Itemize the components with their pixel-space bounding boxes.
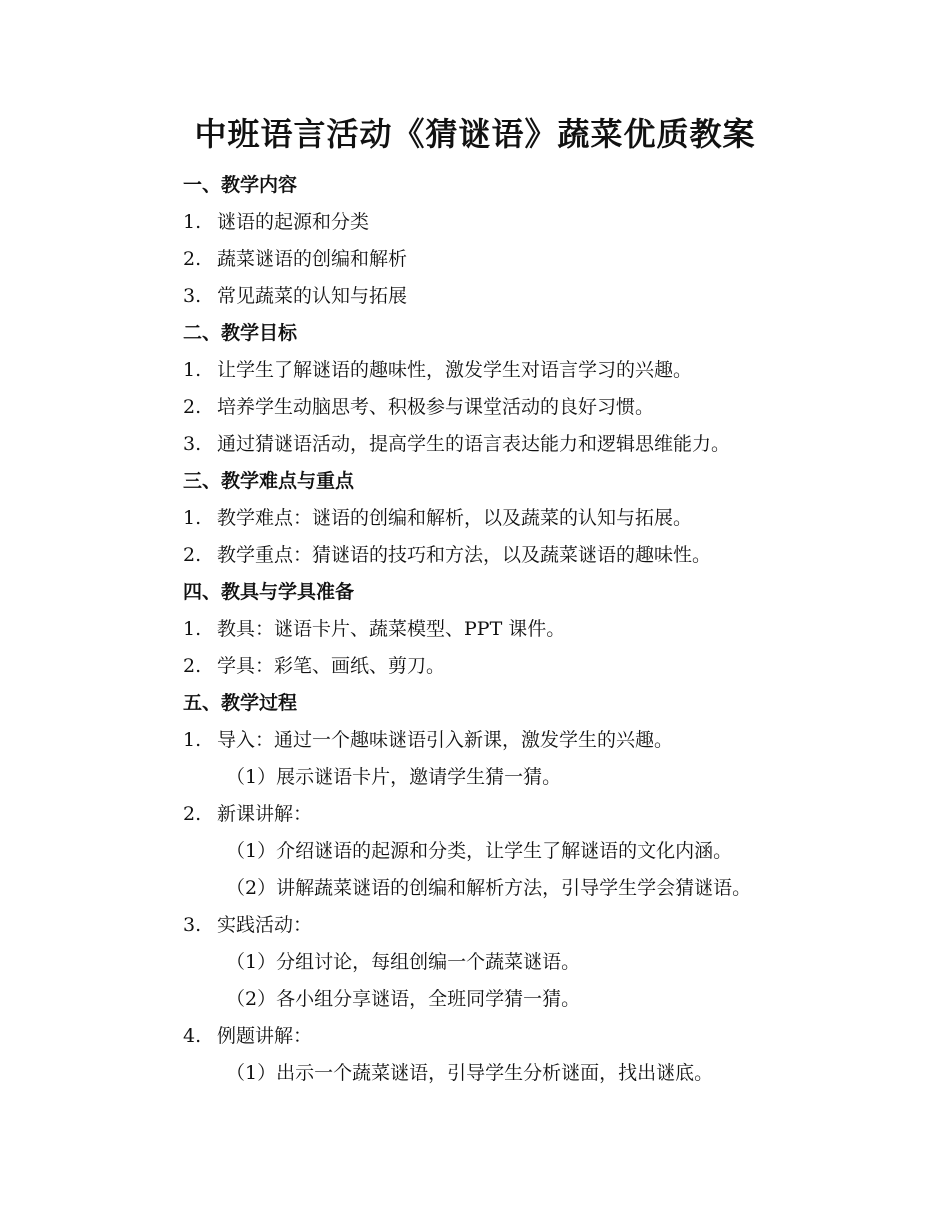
- item-text: 教具：谜语卡片、蔬菜模型、PPT 课件。: [217, 618, 566, 640]
- list-item: [183, 426, 730, 463]
- list-item: [183, 204, 369, 241]
- list-item: [183, 500, 692, 537]
- item-number: 2.: [183, 248, 202, 270]
- item-text: 学具：彩笔、画纸、剪刀。: [217, 655, 446, 677]
- item-text: 新课讲解：: [217, 803, 313, 825]
- item-text: 培养学生动脑思考、积极参与课堂活动的良好习惯。: [217, 396, 655, 418]
- list-item: [183, 611, 565, 648]
- item-number: 2.: [183, 544, 202, 566]
- list-item: [183, 648, 445, 685]
- section-heading: 一、教学内容: [183, 174, 298, 196]
- item-text: 教学重点：猜谜语的技巧和方法，以及蔬菜谜语的趣味性。: [217, 544, 712, 566]
- sub-item: （2）讲解蔬菜谜语的创编和解析方法，引导学生学会猜谜语。: [226, 877, 752, 899]
- section-heading: 五、教学过程: [183, 692, 298, 714]
- sub-item: （1）出示一个蔬菜谜语，引导学生分析谜面，找出谜底。: [226, 1062, 714, 1084]
- item-number: 1.: [183, 618, 202, 640]
- list-item: [183, 537, 711, 574]
- list-item: [183, 278, 407, 315]
- item-text: 蔬菜谜语的创编和解析: [217, 248, 408, 270]
- item-number: 4.: [183, 1025, 202, 1047]
- item-text: 实践活动：: [217, 914, 313, 936]
- item-number: 1.: [183, 211, 202, 233]
- item-number: 1.: [183, 507, 202, 529]
- sub-item: （1）介绍谜语的起源和分类，让学生了解谜语的文化内涵。: [226, 840, 733, 862]
- item-number: 3.: [183, 433, 202, 455]
- list-item: [183, 722, 673, 759]
- item-text: 教学难点：谜语的创编和解析，以及蔬菜的认知与拓展。: [217, 507, 693, 529]
- document-title: 中班语言活动《猜谜语》蔬菜优质教案: [194, 115, 756, 153]
- item-number: 1.: [183, 729, 202, 751]
- list-item: [183, 907, 312, 944]
- item-number: 1.: [183, 359, 202, 381]
- section-heading: 三、教学难点与重点: [183, 470, 355, 492]
- list-item: [183, 241, 407, 278]
- list-item: [183, 1018, 312, 1055]
- list-item: [183, 389, 654, 426]
- item-number: 2.: [183, 655, 202, 677]
- item-number: 3.: [183, 914, 202, 936]
- item-text: 常见蔬菜的认知与拓展: [217, 285, 408, 307]
- sub-item: （2）各小组分享谜语，全班同学猜一猜。: [226, 988, 581, 1010]
- list-item: [183, 352, 692, 389]
- section-heading: 四、教具与学具准备: [183, 581, 355, 603]
- sub-item: （1）分组讨论，每组创编一个蔬菜谜语。: [226, 951, 581, 973]
- sub-item: （1）展示谜语卡片，邀请学生猜一猜。: [226, 766, 562, 788]
- item-text: 通过猜谜语活动，提高学生的语言表达能力和逻辑思维能力。: [217, 433, 731, 455]
- item-number: 2.: [183, 803, 202, 825]
- item-text: 让学生了解谜语的趣味性，激发学生对语言学习的兴趣。: [217, 359, 693, 381]
- item-text: 例题讲解：: [217, 1025, 313, 1047]
- list-item: [183, 796, 312, 833]
- item-text: 导入：通过一个趣味谜语引入新课，激发学生的兴趣。: [217, 729, 674, 751]
- section-heading: 二、教学目标: [183, 322, 298, 344]
- item-text: 谜语的起源和分类: [217, 211, 370, 233]
- item-number: 3.: [183, 285, 202, 307]
- item-number: 2.: [183, 396, 202, 418]
